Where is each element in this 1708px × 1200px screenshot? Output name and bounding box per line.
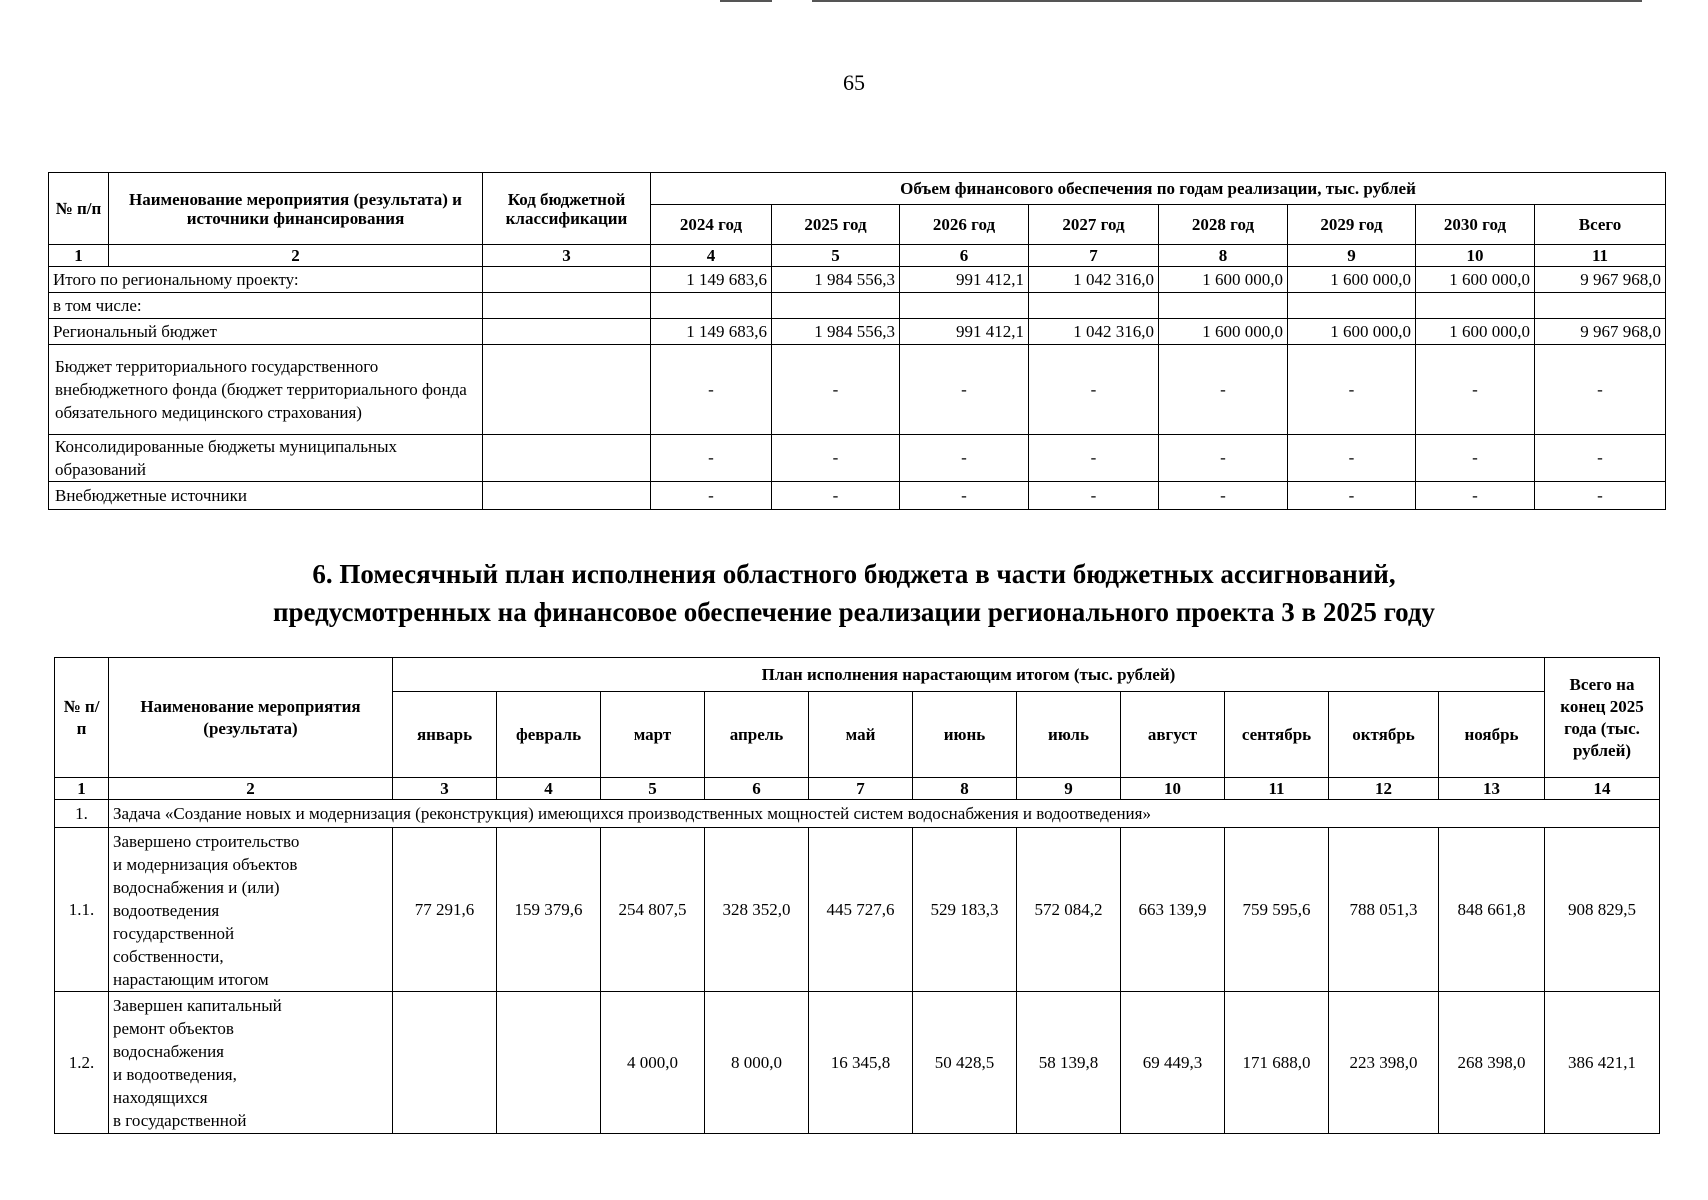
month-value-cell: 58 139,8	[1017, 992, 1121, 1134]
value-cell: 1 042 316,0	[1029, 319, 1159, 345]
month-value-cell: 8 000,0	[705, 992, 809, 1134]
value-cell	[900, 293, 1029, 319]
month-value-cell: 848 661,8	[1439, 828, 1545, 992]
value-cell: -	[772, 345, 900, 435]
value-cell: 1 600 000,0	[1288, 267, 1416, 293]
header-total: Всего на конец 2025 года (тыс. рублей)	[1545, 658, 1660, 778]
row-name-line: водоснабжения	[113, 1042, 224, 1061]
month-value-cell: 77 291,6	[393, 828, 497, 992]
month-value-cell: 254 807,5	[601, 828, 705, 992]
column-number: 11	[1535, 245, 1666, 267]
column-number: 10	[1416, 245, 1535, 267]
monthly-plan-table	[54, 657, 1660, 1134]
column-number: 8	[913, 778, 1017, 800]
row-name-line: водоотведения	[113, 901, 220, 920]
value-cell: -	[1535, 435, 1666, 482]
top-edge-line	[812, 0, 1642, 2]
row-name-line: собственности,	[113, 947, 224, 966]
value-cell: 1 149 683,6	[651, 267, 772, 293]
row-name	[109, 828, 393, 992]
column-number: 7	[809, 778, 913, 800]
value-cell: -	[900, 482, 1029, 510]
value-cell: 9 967 968,0	[1535, 319, 1666, 345]
month-header: март	[601, 692, 705, 778]
task-num: 1.	[55, 800, 109, 828]
section-title	[0, 555, 1708, 631]
value-cell: -	[1535, 482, 1666, 510]
value-cell: -	[1535, 345, 1666, 435]
value-cell: -	[651, 435, 772, 482]
table-row	[49, 482, 1666, 510]
column-number: 4	[497, 778, 601, 800]
month-header: сентябрь	[1225, 692, 1329, 778]
month-value-cell: 663 139,9	[1121, 828, 1225, 992]
value-cell: 9 967 968,0	[1535, 267, 1666, 293]
column-number: 2	[109, 778, 393, 800]
column-number: 3	[393, 778, 497, 800]
header-group: Объем финансового обеспечения по годам реализации, тыс. рублей	[651, 173, 1666, 205]
row-name-line: и водоотведения,	[113, 1065, 237, 1084]
column-number: 11	[1225, 778, 1329, 800]
month-header: октябрь	[1329, 692, 1439, 778]
value-cell: 1 149 683,6	[651, 319, 772, 345]
value-cell: 1 600 000,0	[1159, 267, 1288, 293]
value-cell: -	[900, 345, 1029, 435]
column-number: 2	[109, 245, 483, 267]
budget-code-cell	[483, 319, 651, 345]
month-value-cell	[393, 992, 497, 1134]
value-cell: 1 600 000,0	[1288, 319, 1416, 345]
value-cell: -	[651, 482, 772, 510]
column-number: 10	[1121, 778, 1225, 800]
row-name-line: Завершено строительство	[113, 832, 300, 851]
month-value-cell: 159 379,6	[497, 828, 601, 992]
task-text: Задача «Создание новых и модернизация (реконструкция) имеющихся производственных мощностей систем водоснабжения и водоотведения»	[109, 800, 1660, 828]
value-cell: 1 600 000,0	[1416, 319, 1535, 345]
value-cell: -	[1288, 482, 1416, 510]
value-cell	[1159, 293, 1288, 319]
value-cell: 1 984 556,3	[772, 267, 900, 293]
column-number: 6	[705, 778, 809, 800]
month-value-cell: 69 449,3	[1121, 992, 1225, 1134]
value-cell: -	[1029, 435, 1159, 482]
row-name-line: государственной	[113, 924, 235, 943]
column-number: 9	[1288, 245, 1416, 267]
month-value-cell: 50 428,5	[913, 992, 1017, 1134]
budget-code-cell	[483, 267, 651, 293]
row-name: Бюджет территориального государственного внебюджетного фонда (бюджет территориального фонда обязательного медицинского страхования)	[49, 345, 483, 435]
value-cell	[1288, 293, 1416, 319]
top-edge-line	[720, 0, 772, 2]
year-header: 2030 год	[1416, 205, 1535, 245]
section-title-line1: 6. Помесячный план исполнения областного бюджета в части бюджетных ассигнований,	[312, 559, 1396, 589]
value-cell: -	[1288, 345, 1416, 435]
header-num: № п/п	[55, 658, 109, 778]
month-value-cell: 759 595,6	[1225, 828, 1329, 992]
column-number: 5	[772, 245, 900, 267]
value-cell: -	[1029, 482, 1159, 510]
year-header: 2026 год	[900, 205, 1029, 245]
column-number: 3	[483, 245, 651, 267]
month-value-cell: 16 345,8	[809, 992, 913, 1134]
month-value-cell: 788 051,3	[1329, 828, 1439, 992]
budget-code-cell	[483, 345, 651, 435]
value-cell	[772, 293, 900, 319]
row-name-line: и модернизация объектов	[113, 855, 298, 874]
value-cell: 1 042 316,0	[1029, 267, 1159, 293]
row-name: Итого по региональному проекту:	[49, 267, 483, 293]
table-row	[49, 435, 1666, 482]
table-row	[49, 267, 1666, 293]
month-value-cell: 171 688,0	[1225, 992, 1329, 1134]
column-number: 1	[49, 245, 109, 267]
header-name: Наименование мероприятия (результата)	[109, 658, 393, 778]
month-value-cell: 445 727,6	[809, 828, 913, 992]
row-num: 1.1.	[55, 828, 109, 992]
row-name	[109, 992, 393, 1134]
month-header: ноябрь	[1439, 692, 1545, 778]
value-cell: 991 412,1	[900, 267, 1029, 293]
header-group: План исполнения нарастающим итогом (тыс. рублей)	[393, 658, 1545, 692]
value-cell: -	[1029, 345, 1159, 435]
month-value-cell	[497, 992, 601, 1134]
value-cell: 1 600 000,0	[1416, 267, 1535, 293]
month-value-cell: 4 000,0	[601, 992, 705, 1134]
header-name: Наименование мероприятия (результата) и источники финансирования	[109, 173, 483, 245]
value-cell	[651, 293, 772, 319]
header-code: Код бюджетной классификации	[483, 173, 651, 245]
value-cell: -	[1159, 345, 1288, 435]
value-cell: -	[1416, 482, 1535, 510]
month-value-cell: 572 084,2	[1017, 828, 1121, 992]
row-name-line: находящихся	[113, 1088, 208, 1107]
budget-code-cell	[483, 435, 651, 482]
year-header: 2027 год	[1029, 205, 1159, 245]
column-number: 6	[900, 245, 1029, 267]
row-name-line: нарастающим итогом	[113, 970, 269, 989]
month-value-cell: 328 352,0	[705, 828, 809, 992]
month-header: февраль	[497, 692, 601, 778]
row-num: 1.2.	[55, 992, 109, 1134]
total-cell: 908 829,5	[1545, 828, 1660, 992]
value-cell: -	[1416, 435, 1535, 482]
month-header: август	[1121, 692, 1225, 778]
financing-table	[48, 172, 1666, 510]
budget-code-cell	[483, 482, 651, 510]
header-num: № п/п	[49, 173, 109, 245]
year-header: 2025 год	[772, 205, 900, 245]
value-cell: 1 600 000,0	[1159, 319, 1288, 345]
column-number: 5	[601, 778, 705, 800]
month-header: июль	[1017, 692, 1121, 778]
budget-code-cell	[483, 293, 651, 319]
month-header: май	[809, 692, 913, 778]
value-cell	[1416, 293, 1535, 319]
column-number: 14	[1545, 778, 1660, 800]
section-title-line2: предусмотренных на финансовое обеспечение реализации регионального проекта 3 в 2025 году	[272, 597, 1436, 627]
table-row	[55, 828, 1660, 992]
row-name-line: ремонт объектов	[113, 1019, 234, 1038]
total-cell: 386 421,1	[1545, 992, 1660, 1134]
column-number: 9	[1017, 778, 1121, 800]
column-number: 12	[1329, 778, 1439, 800]
year-header: 2029 год	[1288, 205, 1416, 245]
table-row	[55, 992, 1660, 1134]
table-row	[49, 293, 1666, 319]
month-value-cell: 268 398,0	[1439, 992, 1545, 1134]
row-name-line: в государственной	[113, 1111, 247, 1130]
month-header: апрель	[705, 692, 809, 778]
value-cell: -	[1159, 435, 1288, 482]
year-header: 2024 год	[651, 205, 772, 245]
row-name-line: Завершен капитальный	[113, 996, 282, 1015]
value-cell: -	[1416, 345, 1535, 435]
year-header: 2028 год	[1159, 205, 1288, 245]
month-header: январь	[393, 692, 497, 778]
value-cell	[1029, 293, 1159, 319]
month-header: июнь	[913, 692, 1017, 778]
row-name: Внебюджетные источники	[49, 482, 483, 510]
table-row	[49, 319, 1666, 345]
value-cell: -	[651, 345, 772, 435]
value-cell	[1535, 293, 1666, 319]
value-cell: -	[1159, 482, 1288, 510]
row-name: Консолидированные бюджеты муниципальных образований	[49, 435, 483, 482]
value-cell: -	[772, 482, 900, 510]
column-number: 4	[651, 245, 772, 267]
value-cell: -	[900, 435, 1029, 482]
value-cell: -	[1288, 435, 1416, 482]
row-name: Региональный бюджет	[49, 319, 483, 345]
month-value-cell: 223 398,0	[1329, 992, 1439, 1134]
column-number: 1	[55, 778, 109, 800]
page-number: 65	[843, 70, 865, 95]
value-cell: 991 412,1	[900, 319, 1029, 345]
row-name: в том числе:	[49, 293, 483, 319]
value-cell: -	[772, 435, 900, 482]
table-row	[49, 345, 1666, 435]
row-name-line: водоснабжения и (или)	[113, 878, 280, 897]
column-number: 7	[1029, 245, 1159, 267]
value-cell: 1 984 556,3	[772, 319, 900, 345]
month-value-cell: 529 183,3	[913, 828, 1017, 992]
column-number: 13	[1439, 778, 1545, 800]
column-number: 8	[1159, 245, 1288, 267]
year-header: Всего	[1535, 205, 1666, 245]
